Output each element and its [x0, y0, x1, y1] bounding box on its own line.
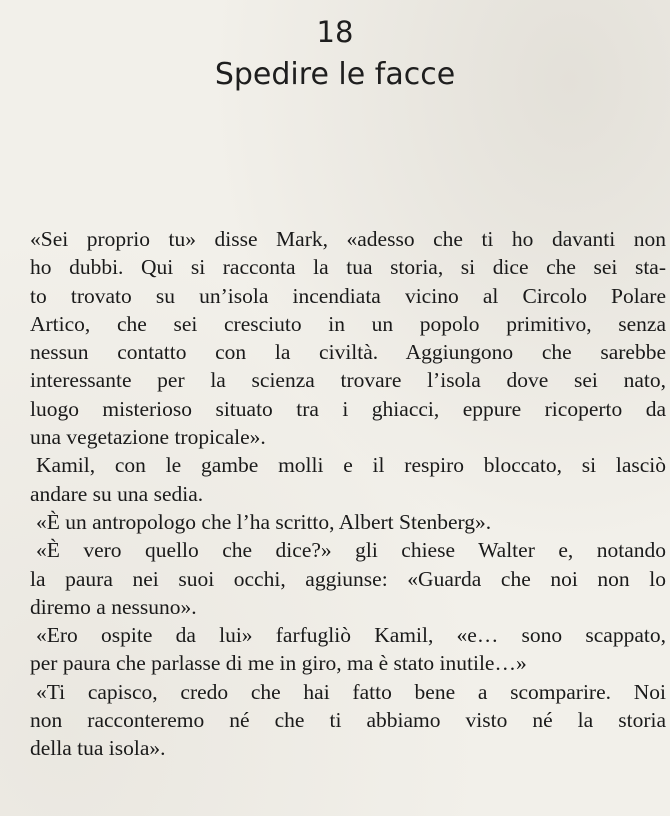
chapter-number: 18 — [316, 15, 354, 49]
text-line: «Ero ospite da lui» farfugliò Kamil, «e… sono scappato, — [36, 623, 666, 648]
text-line: Artico, che sei cresciuto in un popolo primitivo, senza — [30, 311, 666, 336]
paragraph — [30, 225, 666, 451]
text-line: to trovato su un’isola incendiata vicino al Circolo Polare — [30, 283, 666, 308]
text-line: ho dubbi. Qui si racconta la tua storia, si dice che sei sta- — [30, 255, 666, 280]
text-line: «Sei proprio tu» disse Mark, «adesso che ti ho davanti non — [30, 227, 666, 251]
text-line: per paura che parlasse di me in giro, ma è stato inutile…» — [30, 651, 527, 676]
paragraph — [30, 508, 666, 536]
text-line: luogo misterioso situato tra i ghiacci, eppure ricoperto da — [30, 396, 666, 421]
text-line: interessante per la scienza trovare l’isola dove sei nato, — [30, 368, 666, 393]
chapter-body — [30, 225, 666, 763]
chapter-title: Spedire le facce — [214, 57, 456, 92]
text-line: diremo a nessuno». — [30, 594, 197, 619]
text-line: «Ti capisco, credo che hai fatto bene a scomparire. Noi — [36, 679, 666, 704]
text-line: «È un antropologo che l’ha scritto, Albert Stenberg». — [36, 509, 492, 534]
paragraph — [30, 536, 666, 621]
text-line: Kamil, con le gambe molli e il respiro bloccato, si lasciò — [36, 453, 666, 478]
text-line: una vegetazione tropicale». — [30, 425, 266, 450]
paragraph — [30, 678, 666, 763]
paragraph — [30, 451, 666, 508]
text-line: andare su una sedia. — [30, 481, 204, 506]
text-line: non racconteremo né che ti abbiamo visto né la storia — [30, 708, 666, 733]
text-line: nessun contatto con la civiltà. Aggiungono che sarebbe — [30, 340, 666, 365]
paragraph — [30, 621, 666, 678]
text-line: della tua isola». — [30, 736, 166, 761]
text-line: «È vero quello che dice?» gli chiese Walter e, notando — [36, 538, 666, 563]
text-line: la paura nei suoi occhi, aggiunse: «Guarda che noi non lo — [30, 566, 666, 591]
